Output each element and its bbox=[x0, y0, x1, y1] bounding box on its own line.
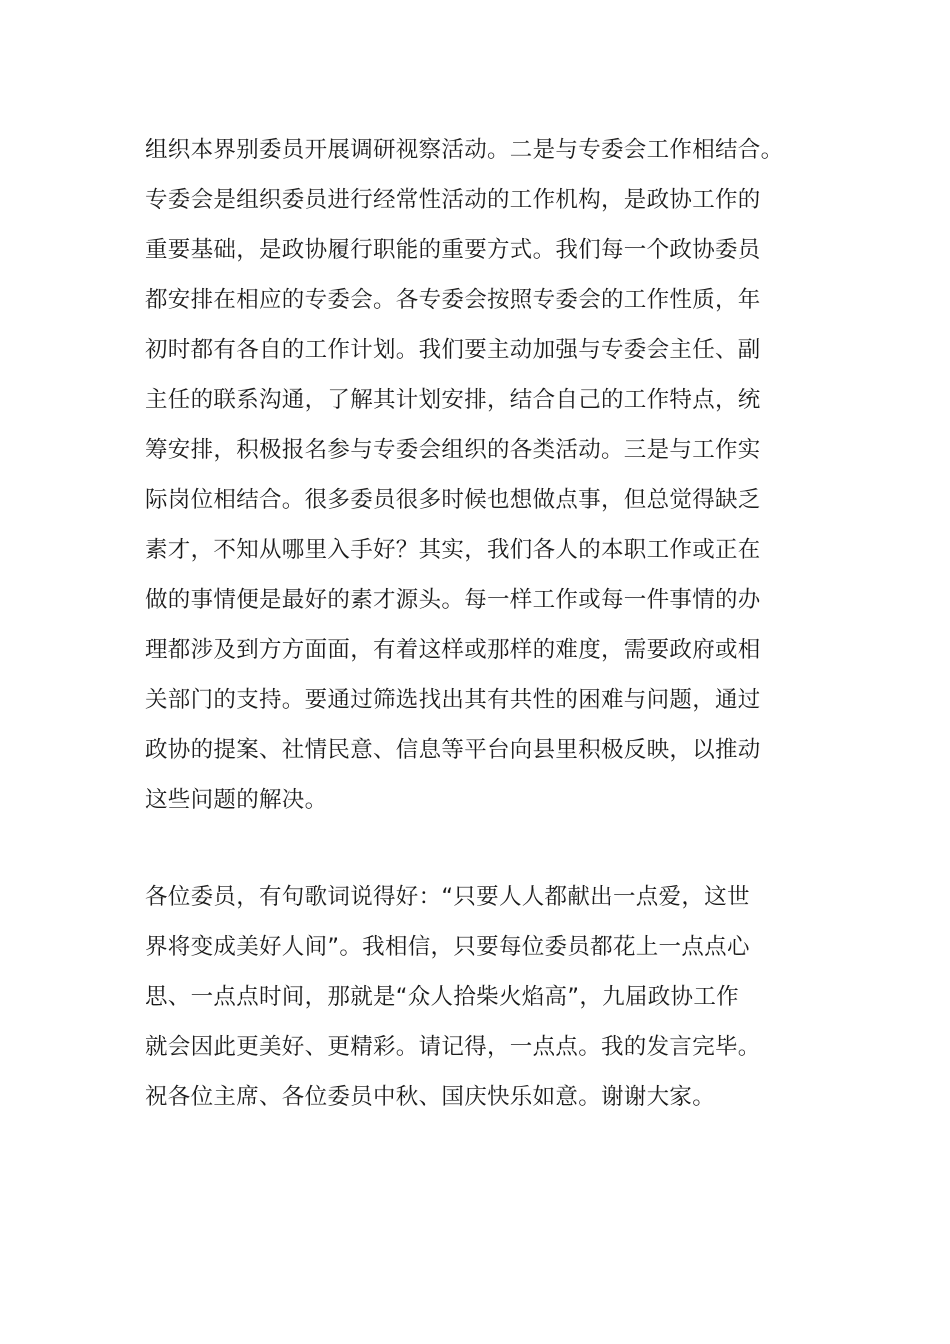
body-paragraph-2 bbox=[145, 872, 825, 1122]
text-line: 理都涉及到方方面面，有着这样或那样的难度，需要政府或相 bbox=[145, 637, 761, 663]
body-paragraph-1 bbox=[145, 125, 825, 825]
text-line: 初时都有各自的工作计划。我们要主动加强与专委会主任、副 bbox=[145, 337, 761, 363]
text-line: 筹安排，积极报名参与专委会组织的各类活动。三是与工作实 bbox=[145, 437, 761, 463]
text-line: 主任的联系沟通，了解其计划安排，结合自己的工作特点，统 bbox=[145, 387, 761, 413]
text-line: 际岗位相结合。很多委员很多时候也想做点事，但总觉得缺乏 bbox=[145, 487, 761, 513]
text-line: 各位委员，有句歌词说得好：“只要人人都献出一点爱，这世 bbox=[145, 884, 750, 910]
text-line: 思、一点点时间，那就是“众人拾柴火焰高”，九届政协工作 bbox=[145, 984, 739, 1010]
text-line: 都安排在相应的专委会。各专委会按照专委会的工作性质，年 bbox=[145, 287, 761, 313]
text-line: 做的事情便是最好的素才源头。每一样工作或每一件事情的办 bbox=[145, 587, 761, 613]
text-line: 祝各位主席、各位委员中秋、国庆快乐如意。谢谢大家。 bbox=[145, 1084, 716, 1110]
text-line: 专委会是组织委员进行经常性活动的工作机构，是政协工作的 bbox=[145, 187, 761, 213]
text-line: 关部门的支持。要通过筛选找出其有共性的困难与问题，通过 bbox=[145, 687, 761, 713]
text-line: 政协的提案、社情民意、信息等平台向县里积极反映，以推动 bbox=[145, 737, 761, 763]
text-line: 界将变成美好人间”。我相信，只要每位委员都花上一点点心 bbox=[145, 934, 750, 960]
text-line: 就会因此更美好、更精彩。请记得，一点点。我的发言完毕。 bbox=[145, 1034, 761, 1060]
text-line: 组织本界别委员开展调研视察活动。二是与专委会工作相结合。 bbox=[145, 137, 784, 163]
text-line: 重要基础，是政协履行职能的重要方式。我们每一个政协委员 bbox=[145, 237, 761, 263]
text-line: 这些问题的解决。 bbox=[145, 787, 328, 813]
text-line: 素才，不知从哪里入手好？其实，我们各人的本职工作或正在 bbox=[145, 537, 761, 563]
